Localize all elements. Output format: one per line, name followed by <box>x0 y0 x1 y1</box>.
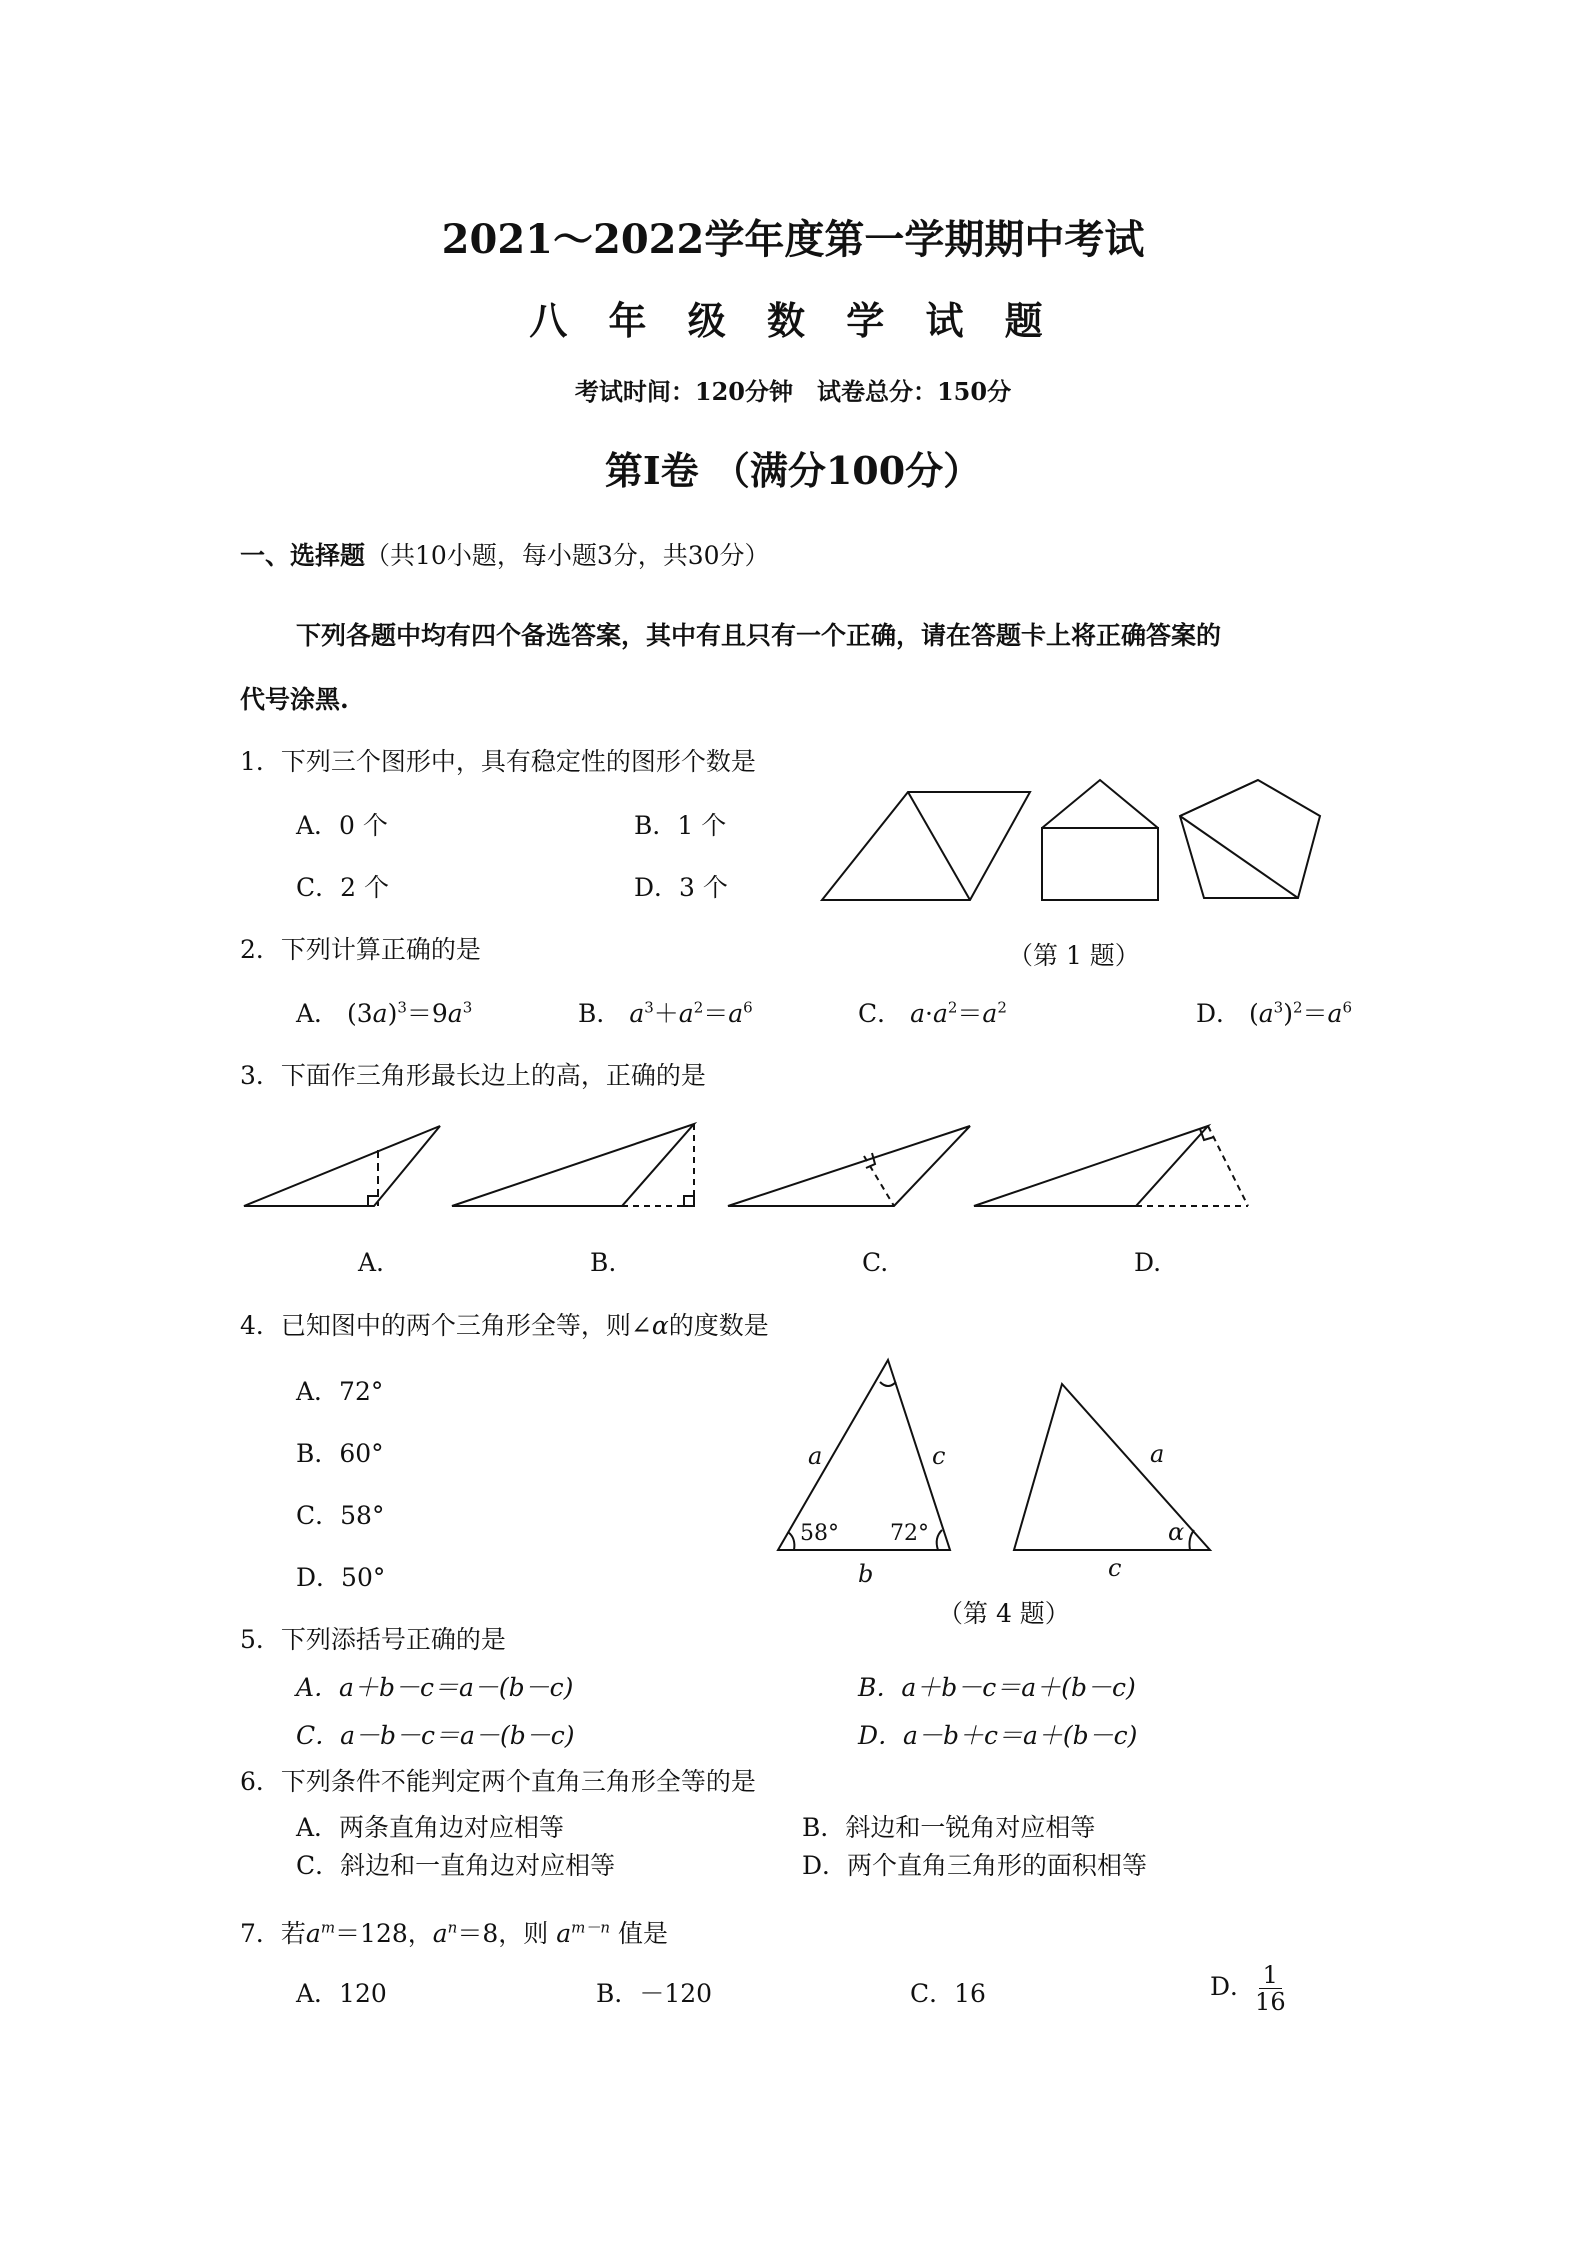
q1-rhombus-shape <box>822 792 1030 900</box>
q7-option-b[interactable]: B．－120 <box>596 1979 713 2008</box>
q7-option-c[interactable]: C．16 <box>910 1979 986 2008</box>
q1-stem: 1．下列三个图形中，具有稳定性的图形个数是 <box>240 747 756 776</box>
q4-label-a1: a <box>808 1442 823 1470</box>
q1-option-b[interactable]: B．1 个 <box>634 811 727 840</box>
q4-label-b: b <box>858 1560 874 1588</box>
q3-option-d[interactable]: D. <box>1134 1248 1162 1277</box>
q7-option-d[interactable]: D． $\frac{1}{16}$ <box>1210 1961 1286 2016</box>
q7-stem: 7．若$a^m=128$，$a^n=8$，则 $a^{m-n}$ 值是 <box>240 1918 668 1948</box>
q4-option-a[interactable]: A．72° <box>296 1377 384 1406</box>
q3-option-a[interactable]: A. <box>358 1248 385 1277</box>
part-title: 第Ⅰ卷 （满分100分） <box>604 448 982 493</box>
q4-option-c[interactable]: C．58° <box>296 1501 385 1530</box>
q2-option-c[interactable]: C． $a\cdot a^2=a^2$ <box>858 998 1007 1028</box>
q6-option-c[interactable]: C．斜边和一直角边对应相等 <box>296 1851 616 1880</box>
q4-angle-72: 72° <box>890 1521 929 1546</box>
q6-stem: 6．下列条件不能判定两个直角三角形全等的是 <box>240 1767 756 1796</box>
q5-option-c[interactable]: C．a－b－c＝a－(b－c) <box>296 1721 575 1750</box>
exam-info: 考试时间：120分钟 试卷总分：150分 <box>574 377 1012 406</box>
q4-option-d[interactable]: D．50° <box>296 1563 386 1592</box>
instruction-line-2: 代号涂黑. <box>240 685 349 714</box>
q4-stem: 4．已知图中的两个三角形全等，则∠α的度数是 <box>240 1311 769 1340</box>
q1-pentagon-shape <box>1180 780 1320 898</box>
q3-option-c[interactable]: C. <box>862 1248 889 1277</box>
exam-subtitle: 八 年 级 数 学 试 题 <box>529 298 1057 343</box>
q4-angle-58: 58° <box>800 1521 839 1546</box>
q3-stem: 3．下面作三角形最长边上的高，正确的是 <box>240 1061 706 1090</box>
q4-label-c2: c <box>1108 1554 1122 1582</box>
q1-caption: （第 1 题） <box>1008 941 1140 970</box>
q1-house-shape <box>1042 828 1158 900</box>
q4-label-c1: c <box>932 1442 946 1470</box>
q6-option-b[interactable]: B．斜边和一锐角对应相等 <box>802 1813 1096 1842</box>
section-heading <box>240 536 770 572</box>
q2-stem: 2．下列计算正确的是 <box>240 935 481 964</box>
q4-caption: （第 4 题） <box>938 1599 1070 1628</box>
q7-option-d-fraction: $\frac{1}{16}$ <box>1255 1961 1286 2016</box>
q4-label-alpha: α <box>1168 1518 1185 1546</box>
q1-figure <box>800 780 1360 920</box>
q4-figure <box>770 1350 1240 1588</box>
q5-stem: 5．下列添括号正确的是 <box>240 1625 506 1654</box>
q6-option-d[interactable]: D．两个直角三角形的面积相等 <box>802 1851 1148 1880</box>
section-heading-label: 一、选择题 <box>240 541 366 570</box>
q3-figures <box>244 1110 1264 1220</box>
instruction-line-1: 下列各题中均有四个备选答案，其中有且只有一个正确，请在答题卡上将正确答案的 <box>296 621 1222 650</box>
q4-option-b[interactable]: B．60° <box>296 1439 384 1468</box>
exam-title: 2021～2022学年度第一学期期中考试 <box>441 216 1145 263</box>
q1-option-c[interactable]: C．2 个 <box>296 873 389 902</box>
q5-option-a[interactable]: A．a＋b－c＝a－(b－c) <box>296 1673 574 1702</box>
q1-option-d[interactable]: D．3 个 <box>634 873 728 902</box>
q2-option-b[interactable]: B． $a^3+a^2=a^6$ <box>578 998 753 1028</box>
q3-option-b[interactable]: B. <box>590 1248 617 1277</box>
q7-option-a[interactable]: A．120 <box>296 1979 387 2008</box>
q2-option-a[interactable]: A． $(3a)^3=9a^3$ <box>296 998 473 1028</box>
q2-option-d[interactable]: D． $(a^3)^2=a^6$ <box>1196 998 1352 1028</box>
q1-option-a[interactable]: A．0 个 <box>296 811 388 840</box>
q5-option-b[interactable]: B．a＋b－c＝a＋(b－c) <box>858 1673 1136 1702</box>
q6-option-a[interactable]: A．两条直角边对应相等 <box>296 1813 565 1842</box>
q5-option-d[interactable]: D．a－b＋c＝a＋(b－c) <box>858 1721 1138 1750</box>
section-heading-note: （共10小题，每小题3分，共30分） <box>365 541 770 570</box>
q4-label-a2: a <box>1150 1440 1165 1468</box>
